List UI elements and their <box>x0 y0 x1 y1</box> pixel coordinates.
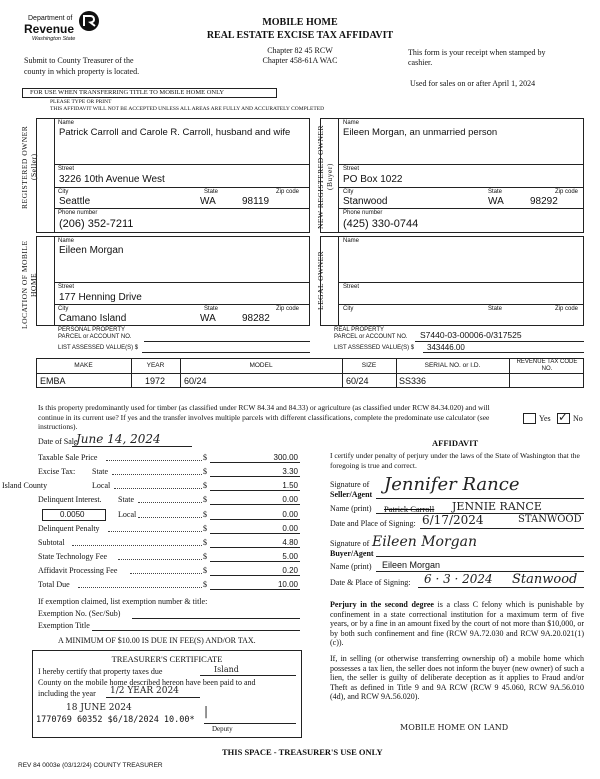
taxable-amount[interactable]: 300.00 <box>273 453 298 462</box>
treasurer-line1: I hereby certify that property taxes due <box>38 667 163 676</box>
seller-print-label: Name (print) <box>330 504 372 513</box>
penalty-currency: $ <box>203 524 207 533</box>
logo-line3: Washington State <box>32 36 76 42</box>
legal-line-a <box>338 282 584 283</box>
header-serial: SERIAL NO. or I.D. <box>424 362 481 369</box>
buyer-block-divider <box>338 118 339 233</box>
location-name-field[interactable]: Eileen Morgan <box>59 245 124 256</box>
location-state-label: State <box>204 306 219 312</box>
excise-state-label: State <box>92 467 108 476</box>
exemption-no-label: Exemption No. (Sec/Sub) <box>38 609 121 618</box>
delinquent-penalty-label: Delinquent Penalty <box>38 524 100 533</box>
legal-state-label: State <box>488 306 503 312</box>
local-tax-line <box>210 490 300 491</box>
real-parcel-line <box>415 341 584 342</box>
no-check-mark: ✓ <box>558 410 569 424</box>
delinquent-interest-state-amount[interactable]: 0.00 <box>282 495 298 504</box>
state-tax-amount[interactable]: 3.30 <box>282 467 298 476</box>
location-line-b <box>54 304 310 305</box>
chapter-ref <box>240 46 360 66</box>
seller-block-divider <box>54 118 55 233</box>
treasurer-line3: including the year <box>38 689 96 698</box>
seller-sig-label1: Signature of <box>330 480 370 489</box>
subtotal-currency: $ <box>203 538 207 547</box>
delinquent-local-dots <box>138 517 202 518</box>
exemption-no-line <box>132 618 300 619</box>
buyer-sig-label1: Signature of <box>330 539 370 548</box>
seller-line-a <box>54 164 310 165</box>
seller-zip-label: Zip code <box>276 189 300 195</box>
location-zip-field[interactable]: 98282 <box>242 313 270 324</box>
excise-label: Excise Tax: <box>38 467 76 476</box>
buyer-zip-label: Zip code <box>555 189 579 195</box>
exemption-title-label: Exemption Title <box>38 621 90 630</box>
seller-state-label: State <box>204 189 219 195</box>
penalty-line <box>210 533 300 534</box>
personal-assessed-line <box>142 352 310 353</box>
subtotal-dots <box>72 545 202 546</box>
processing-fee-label: Affidavit Processing Fee <box>38 566 118 575</box>
tech-fee-label: State Technology Fee <box>38 552 108 561</box>
local-tax-amount[interactable]: 1.50 <box>282 481 298 490</box>
location-state-field[interactable]: WA <box>200 313 216 324</box>
affidavit-certify: I certify under penalty of perjury under the laws of the State of Washington that the foregoing is true and correct. <box>330 451 580 470</box>
location-zip-label: Zip code <box>276 306 300 312</box>
excise-state-dots <box>112 474 202 475</box>
real-parcel-label1: REAL PROPERTY <box>334 327 385 333</box>
seller-name-field[interactable]: Patrick Carroll and Carole R. Carroll, husband and wife <box>59 127 291 138</box>
real-assessed-line <box>423 352 584 353</box>
type-note: PLEASE TYPE OR PRINT <box>50 99 112 105</box>
receipt-line2: cashier. <box>408 58 433 67</box>
buyer-line-a <box>338 164 584 165</box>
legal-line-b <box>338 304 584 305</box>
handwritten-note: MOBILE HOME ON LAND <box>400 723 509 732</box>
treasurer-heading: TREASURER'S CERTIFICATE <box>111 654 223 664</box>
delinquent-state-dots <box>138 502 202 503</box>
real-assessed-field[interactable]: 343446.00 <box>427 343 465 352</box>
personal-parcel-line <box>144 341 310 342</box>
buyer-name-label: Name <box>343 120 360 126</box>
seller-city-label: City <box>58 189 69 195</box>
treasurer-county-hand: Island <box>214 665 239 674</box>
treasurer-use-only: THIS SPACE - TREASURER'S USE ONLY <box>222 747 383 757</box>
seller-print-name[interactable]: JENNIE RANCE <box>452 500 542 513</box>
buyer-sign-place[interactable]: Stanwood <box>512 572 578 587</box>
total-line <box>210 589 300 590</box>
buyer-sign-date[interactable]: 6 · 3 · 2024 <box>424 572 493 586</box>
tech-fee-amount[interactable]: 5.00 <box>282 552 298 561</box>
seller-phone-field[interactable]: (206) 352-7211 <box>59 218 134 230</box>
seller-zip-field[interactable]: 98119 <box>242 196 270 207</box>
vehicle-table-midline <box>36 373 584 374</box>
taxable-currency: $ <box>203 453 207 462</box>
buyer-signature-label <box>330 539 374 558</box>
buyer-name-field[interactable]: Eileen Morgan, an unmarried person <box>343 127 498 138</box>
timber-question: Is this property predominantly used for timber (as classified under RCW 84.34 and 84.33) or agriculture (as classified under RCW 84.34.020) and will continue in its current use? If yes and the transfer involves multiple parcels with different classifications, complete the predominate use calculator (see instructions). <box>38 403 490 431</box>
subtotal-line <box>210 547 300 548</box>
treasurer-year-line <box>106 697 200 698</box>
personal-parcel-label2: PARCEL or ACCOUNT NO. <box>58 334 132 340</box>
seller-sig-label2: Seller/Agent <box>330 489 373 499</box>
processing-fee-amount[interactable]: 0.20 <box>282 566 298 575</box>
chapter-line1: Chapter 82 45 RCW <box>267 46 333 55</box>
buyer-signature[interactable]: Eileen Morgan <box>372 534 477 550</box>
delinquent-state-line <box>210 504 300 505</box>
buyer-section-label: NEW REGISTERED OWNER (Buyer) <box>316 124 334 230</box>
legal-block-divider <box>338 236 339 326</box>
legal-block <box>320 236 584 326</box>
location-line-a <box>54 282 310 283</box>
tech-fee-currency: $ <box>203 552 207 561</box>
seller-signature[interactable]: Jennifer Rance <box>384 474 520 495</box>
seller-signature-label <box>330 480 372 499</box>
buyer-print-label: Name (print) <box>330 562 372 571</box>
selling-notice: If, in selling (or otherwise transferring ownership of) a mobile home which possesses a tax lien, the seller does not inform the buyer (new owner) of such a lien, the seller is guilty of deliberate deception as it applies to Fraud and/or Theft as defined in Title 9 and 9A RCW (RCW 9 45.060, RCW 9A.56.010 (4d), and RCW 9A.56.020). <box>330 654 584 701</box>
logo-line2: Revenue <box>24 22 75 36</box>
buyer-street-field[interactable]: PO Box 1022 <box>343 174 403 185</box>
location-street-field[interactable]: 177 Henning Drive <box>59 292 142 303</box>
form-number: REV 84 0003e (03/12/24) COUNTY TREASURER <box>18 762 163 769</box>
processing-fee-line <box>210 575 300 576</box>
seller-city-field[interactable]: Seattle <box>59 196 91 207</box>
delinquent-interest-label: Delinquent Interest. <box>38 495 102 504</box>
delinquent-state-label: State <box>118 495 134 504</box>
treasurer-receipt-stamp: 1770769 60352 $6/18/2024 10.00* <box>36 715 195 725</box>
buyer-date-line <box>418 587 584 588</box>
delinquent-interest-local-amount[interactable]: 0.00 <box>282 510 298 519</box>
state-tax-line <box>210 476 300 477</box>
seller-section-label: REGISTERED OWNER (Seller) <box>20 125 38 209</box>
buyer-city-field[interactable]: Stanwood <box>343 196 388 207</box>
location-city-field[interactable]: Camano Island <box>59 313 127 324</box>
header-size: SIZE <box>361 362 377 369</box>
buyer-print-name[interactable]: Eileen Morgan <box>382 560 441 570</box>
treasurer-date-hand: 18 JUNE 2024 <box>66 703 132 713</box>
total-due-amount[interactable]: 10.00 <box>277 580 298 589</box>
delinquent-penalty-amount[interactable]: 0.00 <box>282 524 298 533</box>
location-name-label: Name <box>58 238 75 244</box>
submit-line1: Submit to County Treasurer of the <box>24 56 134 65</box>
receipt-note <box>408 48 546 68</box>
treasurer-county-line <box>200 675 296 676</box>
buyer-phone-field[interactable]: (425) 330-0744 <box>343 218 419 230</box>
accuracy-warning: THIS AFFIDAVIT WILL NOT BE ACCEPTED UNLESS ALL AREAS ARE FULLY AND ACCURATELY COMPLETED <box>50 106 325 112</box>
vehicle-col-5 <box>509 358 510 388</box>
cell-make[interactable]: EMBA <box>40 376 66 386</box>
delinquent-state-currency: $ <box>203 495 207 504</box>
seller-line-c <box>54 208 310 209</box>
cell-year[interactable]: 1972 <box>145 376 166 386</box>
title-line2: REAL ESTATE EXCISE TAX AFFIDAVIT <box>206 30 394 41</box>
local-tax-currency: $ <box>203 481 207 490</box>
header-model: MODEL <box>249 362 273 369</box>
seller-phone-label: Phone number <box>58 210 98 216</box>
deputy-line <box>204 723 296 724</box>
header-tax-code: REVENUE TAX CODE NO. <box>516 359 578 372</box>
location-street-label: Street <box>58 284 75 290</box>
taxable-label: Taxable Sale Price <box>38 453 98 462</box>
header-make: MAKE <box>74 362 93 369</box>
taxable-dots <box>106 460 202 461</box>
buyer-line-c <box>338 208 584 209</box>
buyer-city-label: City <box>343 189 354 195</box>
seller-sig-line <box>376 498 584 499</box>
buyer-date-label: Date & Place of Signing: <box>330 578 411 587</box>
penalty-dots <box>108 531 202 532</box>
legal-section-label: LEGAL OWNER <box>316 250 325 310</box>
tech-fee-line <box>210 561 300 562</box>
location-section-label: LOCATION OF MOBILE HOME <box>20 240 38 330</box>
exemption-claim-label: If exemption claimed, list exemption number & title: <box>38 597 208 606</box>
delinquent-local-label: Local <box>118 510 137 519</box>
cell-size[interactable]: 60/24 <box>346 376 369 386</box>
excise-local-dots <box>114 488 202 489</box>
delinquent-local-currency: $ <box>203 510 207 519</box>
seller-date-line <box>420 528 584 529</box>
real-parcel-label2: PARCEL or ACCOUNT NO. <box>334 334 408 340</box>
date-of-sale-value[interactable]: June 14, 2024 <box>76 432 161 446</box>
processing-fee-dots <box>130 573 202 574</box>
perjury-text: is a class C felony which is punishable by confinement in a state correctional institution for a maximum term of five years, or by a fine in an amount fixed by the court of not more than $10,000, or by both such confinement and fine (RCW 9A.72.030 and RCW 9A.20.021(1)(c)). <box>330 600 585 647</box>
location-block-divider <box>54 236 55 326</box>
use-banner-text: FOR USE WHEN TRANSFERRING TITLE TO MOBILE HOME ONLY <box>30 89 225 96</box>
subtotal-amount[interactable]: 4.80 <box>282 538 298 547</box>
sales-date-note: Used for sales on or after April 1, 2024 <box>410 79 536 88</box>
real-assessed-label: LIST ASSESSED VALUE(S) $ <box>334 345 415 351</box>
submit-line2: county in which property is located. <box>24 67 140 76</box>
seller-line-b <box>54 187 310 188</box>
buyer-state-label: State <box>488 189 503 195</box>
seller-name-label: Name <box>58 120 75 126</box>
deputy-label: Deputy <box>212 725 233 733</box>
minimum-fee-note: A MINIMUM OF $10.00 IS DUE IN FEE(S) AND/OR TAX. <box>58 636 256 645</box>
yes-label: Yes <box>539 414 551 423</box>
buyer-street-label: Street <box>343 166 360 172</box>
exemption-title-line <box>92 630 300 631</box>
legal-city-label: City <box>343 306 354 312</box>
affidavit-heading: AFFIDAVIT <box>432 438 479 448</box>
seller-print-struck: Patrick Carroll <box>384 504 435 514</box>
seller-state-field[interactable]: WA <box>200 196 216 207</box>
revenue-logo-icon <box>78 10 100 32</box>
personal-assessed-label: LIST ASSESSED VALUE(S) $ <box>58 345 139 351</box>
buyer-sig-line <box>376 556 584 557</box>
treasurer-year-hand: 1/2 YEAR 2024 <box>110 686 179 696</box>
perjury-bold: Perjury in the second degree <box>330 600 434 609</box>
seller-street-label: Street <box>58 166 75 172</box>
revenue-logo <box>24 8 104 46</box>
legal-street-label: Street <box>343 284 360 290</box>
legal-zip-label: Zip code <box>555 306 579 312</box>
form-title <box>180 16 420 42</box>
real-parcel-field[interactable]: S7440-03-00006-0/317525 <box>420 330 522 340</box>
state-tax-currency: $ <box>203 467 207 476</box>
processing-fee-currency: $ <box>203 566 207 575</box>
deputy-signature-mark: | <box>204 704 209 718</box>
submit-instructions <box>24 55 139 77</box>
delinquent-local-line <box>210 519 300 520</box>
buyer-state-field[interactable]: WA <box>488 196 504 207</box>
buyer-zip-field[interactable]: 98292 <box>530 196 558 207</box>
tech-fee-dots <box>118 559 202 560</box>
legal-name-label: Name <box>343 238 360 244</box>
local-rate-value[interactable]: 0.0050 <box>60 510 85 519</box>
seller-date-label: Date and Place of Signing: <box>330 519 416 528</box>
date-of-sale-label: Date of Sale <box>38 437 78 446</box>
buyer-phone-label: Phone number <box>343 210 383 216</box>
perjury-notice <box>330 600 584 648</box>
chapter-line2: Chapter 458-61A WAC <box>262 56 338 65</box>
title-line1: MOBILE HOME <box>262 17 338 28</box>
subtotal-label: Subtotal <box>38 538 65 547</box>
logo-line1: Department of <box>28 15 73 22</box>
treasurer-line2: County on the mobile home described hereon have been paid to and <box>38 678 256 687</box>
no-label: No <box>573 414 583 423</box>
cell-serial[interactable]: SS336 <box>399 376 427 386</box>
county-note: Island County <box>2 481 48 490</box>
seller-sign-place[interactable]: STANWOOD <box>518 514 582 525</box>
total-due-label: Total Due <box>38 580 70 589</box>
total-dots <box>78 587 202 588</box>
receipt-line1: This form is your receipt when stamped by <box>408 48 546 57</box>
excise-local-label: Local <box>92 481 111 490</box>
seller-sign-date[interactable]: 6/17/2024 <box>422 513 484 527</box>
buyer-line-b <box>338 187 584 188</box>
buyer-sig-label2: Buyer/Agent <box>330 548 374 558</box>
location-city-label: City <box>58 306 69 312</box>
taxable-line <box>210 462 300 463</box>
cell-model[interactable]: 60/24 <box>184 376 207 386</box>
personal-parcel-label1: PERSONAL PROPERTY <box>58 327 126 333</box>
total-currency: $ <box>203 580 207 589</box>
header-year: YEAR <box>146 362 165 369</box>
seller-street-field[interactable]: 3226 10th Avenue West <box>59 174 165 185</box>
yes-checkbox[interactable] <box>523 413 536 424</box>
date-of-sale-line <box>72 446 192 447</box>
